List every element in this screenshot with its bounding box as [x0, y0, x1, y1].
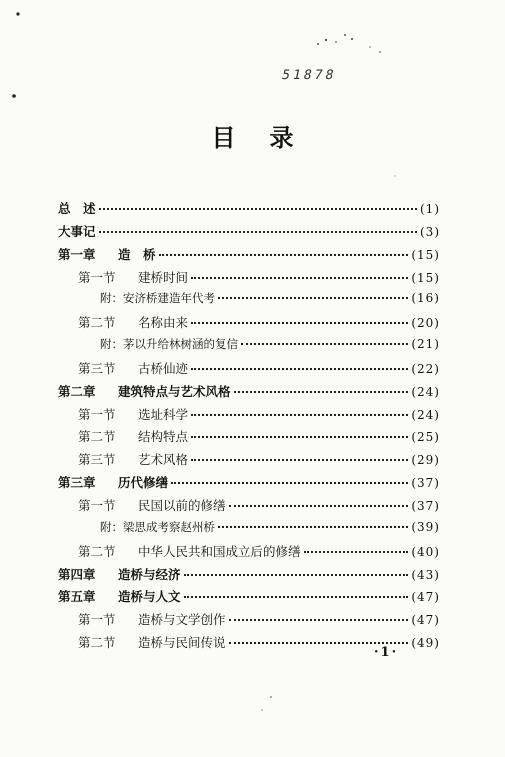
toc-entry-label [58, 222, 96, 240]
toc-entry-label [100, 336, 238, 352]
toc-entry-number: 第三章 [58, 475, 96, 491]
toc-entry-page: (22) [411, 361, 440, 376]
toc-entry [58, 587, 440, 610]
toc-entry-page: (29) [411, 453, 440, 468]
toc-entry-title: 造 桥 [118, 246, 156, 262]
toc-entry-page: (15) [411, 247, 440, 262]
toc-entry-page: (37) [411, 476, 440, 491]
dot-leader [191, 368, 408, 370]
toc-entry-title: 造桥与经济 [118, 566, 181, 582]
dot-leader [191, 459, 408, 461]
toc-entry-number: 第五章 [58, 589, 96, 605]
toc-entry-page: (40) [411, 544, 440, 559]
toc-entry-label [78, 496, 226, 514]
toc-entry-label [58, 245, 156, 263]
toc-entry [58, 359, 440, 382]
table-of-contents [58, 199, 440, 656]
toc-entry [58, 450, 440, 473]
toc-entry-label [58, 565, 181, 583]
toc-entry-number: 大事记 [58, 223, 96, 239]
toc-entry-number: 第二章 [58, 383, 96, 399]
toc-entry-page: (49) [411, 636, 440, 651]
toc-entry-title: 名称由来 [138, 315, 189, 331]
toc-entry [58, 290, 440, 313]
dot-leader [191, 322, 408, 324]
toc-entry-title: 造桥与文学创作 [138, 612, 226, 628]
toc-entry-label [78, 610, 226, 628]
dot-leader [191, 277, 408, 279]
page-title: 目录 [211, 124, 328, 152]
toc-entry-label [58, 587, 181, 605]
toc-entry-number: 附： [100, 291, 123, 306]
toc-entry-page: (3) [420, 224, 440, 239]
toc-entry-title: 建筑特点与艺术风格 [118, 383, 231, 399]
toc-entry-title: 造桥与民间传说 [138, 635, 226, 651]
toc-entry-page: (25) [411, 430, 440, 445]
toc-entry-label [58, 199, 96, 217]
toc-entry-number: 第二节 [78, 635, 116, 651]
toc-entry-page: (43) [411, 567, 440, 582]
toc-entry-page: (39) [411, 519, 440, 534]
toc-entry-page: (24) [411, 407, 440, 422]
toc-entry-number: 第四章 [58, 566, 96, 582]
dot-leader [191, 414, 408, 416]
toc-entry-label [78, 313, 188, 331]
toc-entry [58, 222, 440, 245]
toc-entry-page: (1) [420, 202, 440, 216]
toc-entry-number: 第二节 [78, 429, 116, 445]
dot-leader [229, 619, 409, 621]
toc-entry-number: 第三节 [78, 452, 116, 468]
toc-entry-number: 第三节 [78, 360, 116, 376]
toc-entry-page: (24) [411, 384, 440, 399]
dot-leader [191, 436, 408, 438]
toc-entry [58, 473, 440, 496]
dot-leader [184, 574, 409, 576]
toc-entry-label [78, 427, 188, 445]
toc-entry-title: 艺术风格 [138, 452, 189, 468]
toc-entry-number: 附： [100, 519, 123, 534]
toc-entry-title: 梁思成考察赵州桥 [123, 519, 215, 534]
toc-entry-title: 历代修缮 [118, 475, 169, 491]
dot-leader [171, 482, 408, 484]
toc-entry-page: (20) [411, 316, 440, 331]
toc-entry-number: 第一节 [78, 406, 116, 422]
toc-entry-number: 附： [100, 337, 123, 352]
toc-entry [58, 519, 440, 542]
toc-entry [58, 313, 440, 336]
toc-entry-label [78, 359, 188, 377]
serial-stamp: 51878 [280, 68, 338, 83]
toc-entry [58, 405, 440, 428]
dot-leader [184, 596, 409, 598]
toc-entry-page: (16) [411, 291, 440, 306]
toc-entry-number: 第一节 [78, 269, 116, 285]
toc-entry-number: 第一节 [78, 612, 116, 628]
toc-entry-title: 茅以升给林树涵的复信 [123, 337, 238, 352]
toc-entry [58, 427, 440, 450]
toc-entry-number: 第二节 [78, 315, 116, 331]
toc-entry-page: (15) [411, 270, 440, 285]
toc-entry-number: 第一节 [78, 497, 116, 513]
dot-leader [218, 297, 408, 299]
toc-entry-label [78, 633, 226, 651]
toc-entry-title: 中华人民共和国成立后的修缮 [138, 543, 301, 559]
toc-entry-page: (21) [411, 337, 440, 352]
toc-entry-label [58, 473, 168, 491]
toc-entry [58, 496, 440, 519]
toc-entry [58, 245, 440, 268]
toc-entry-title: 造桥与人文 [118, 589, 181, 605]
dot-leader [234, 391, 409, 393]
toc-entry [58, 268, 440, 291]
toc-entry [58, 542, 440, 565]
dot-leader [229, 505, 409, 507]
toc-entry [58, 565, 440, 588]
toc-entry-label [78, 450, 188, 468]
toc-entry [58, 610, 440, 633]
dot-leader [99, 231, 417, 233]
dot-leader [304, 551, 409, 553]
toc-entry-title: 民国以前的修缮 [138, 497, 226, 513]
toc-entry [58, 199, 440, 222]
toc-entry-number: 总 述 [58, 201, 96, 216]
toc-entry-title: 建桥时间 [138, 269, 189, 285]
toc-entry-title: 古桥仙迹 [138, 360, 189, 376]
dot-leader [229, 642, 409, 644]
toc-entry-label [78, 405, 188, 423]
toc-entry-title: 结构特点 [138, 429, 189, 445]
toc-entry-title: 选址科学 [138, 406, 189, 422]
toc-entry-label [78, 268, 188, 286]
toc-entry-page: (47) [411, 590, 440, 605]
toc-entry-number: 第一章 [58, 246, 96, 262]
toc-entry-label [100, 290, 215, 306]
toc-entry [58, 382, 440, 405]
dot-leader [241, 343, 408, 345]
toc-entry-number: 第二节 [78, 543, 116, 559]
toc-entry-page: (47) [411, 613, 440, 628]
toc-entry [58, 336, 440, 359]
dot-leader [99, 208, 417, 210]
dot-leader [159, 254, 409, 256]
toc-entry-label [58, 382, 231, 400]
toc-entry-label [100, 519, 215, 535]
toc-entry-label [78, 542, 301, 560]
toc-entry-page: (37) [411, 498, 440, 513]
page-number: ·1· [374, 645, 399, 660]
dot-leader [218, 526, 408, 528]
toc-entry-title: 安济桥建造年代考 [123, 291, 215, 306]
